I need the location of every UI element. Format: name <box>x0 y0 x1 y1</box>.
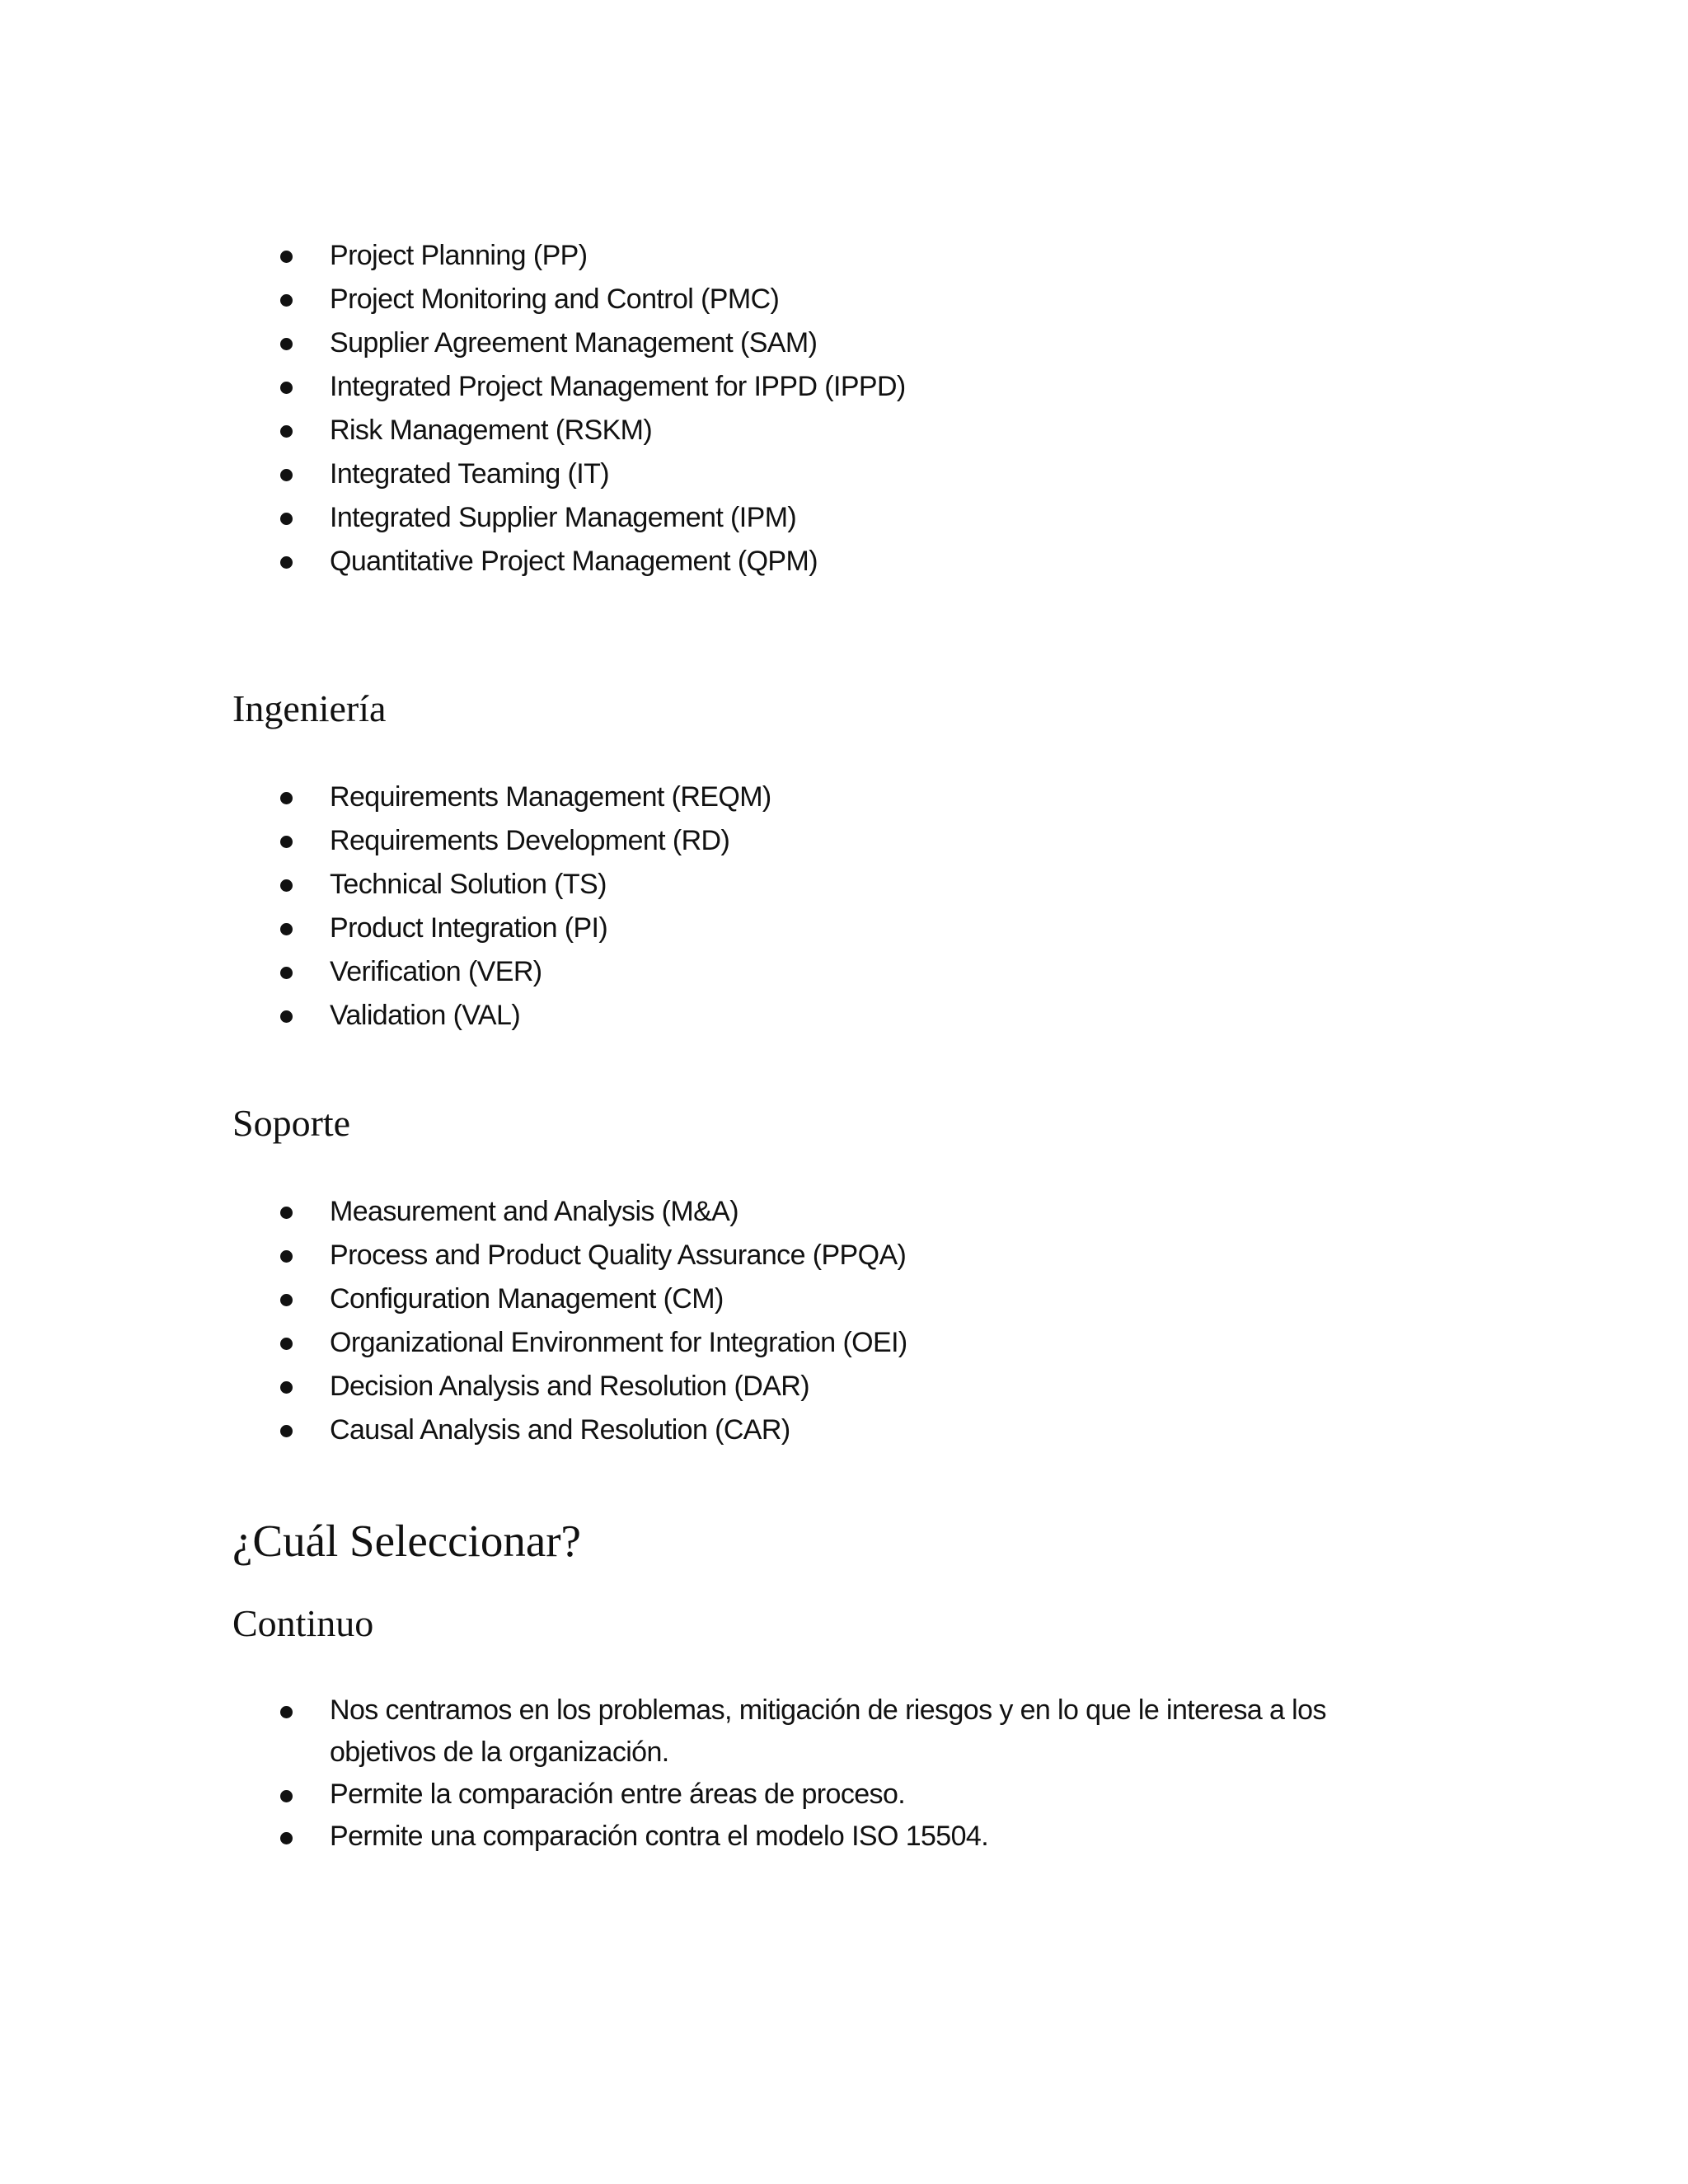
list-item <box>0 496 1360 540</box>
ingenieria-heading: Ingeniería <box>232 687 387 729</box>
bullet-icon <box>280 382 293 394</box>
list-item <box>0 994 1360 1038</box>
bullet-icon <box>280 967 293 979</box>
bullet-icon <box>280 1706 293 1718</box>
soporte-section <box>0 1190 1688 1452</box>
list-item-text: Integrated Supplier Management (IPM) <box>330 502 797 533</box>
list-item-text: Organizational Environment for Integration (OEI) <box>330 1327 907 1358</box>
bullet-icon <box>280 1832 293 1844</box>
list-item <box>0 950 1360 994</box>
list-item-text: Validation (VAL) <box>330 1000 521 1031</box>
list-item <box>0 321 1360 365</box>
ingenieria-list <box>0 776 1688 1038</box>
project-management-section <box>0 234 1688 583</box>
bullet-icon <box>280 1425 293 1437</box>
bullet-icon <box>280 1338 293 1350</box>
bullet-icon <box>280 923 293 935</box>
list-item-text: Integrated Teaming (IT) <box>330 458 609 490</box>
list-item-text: Requirements Management (REQM) <box>330 781 771 813</box>
list-item-text: Requirements Development (RD) <box>330 825 730 856</box>
list-item <box>0 540 1360 583</box>
list-item-text: Risk Management (RSKM) <box>330 415 653 446</box>
soporte-heading: Soporte <box>232 1102 351 1144</box>
list-item <box>0 1774 1360 1816</box>
bullet-icon <box>280 425 293 438</box>
list-item <box>0 863 1360 907</box>
list-item-text: Integrated Project Management for IPPD (IPPD) <box>330 371 906 402</box>
bullet-icon <box>280 1207 293 1219</box>
bullet-icon <box>280 879 293 892</box>
list-item <box>0 907 1360 950</box>
bullet-icon <box>280 836 293 848</box>
list-item-text: Supplier Agreement Management (SAM) <box>330 327 818 359</box>
bullet-icon <box>280 251 293 263</box>
list-item <box>0 819 1360 863</box>
list-item <box>0 776 1360 819</box>
bullet-icon <box>280 792 293 804</box>
list-item-text: Decision Analysis and Resolution (DAR) <box>330 1371 809 1402</box>
list-item-text: Verification (VER) <box>330 956 542 987</box>
list-item <box>0 1234 1360 1277</box>
list-item-text: Quantitative Project Management (QPM) <box>330 546 818 577</box>
soporte-list <box>0 1190 1688 1452</box>
list-item <box>0 1277 1360 1321</box>
list-item <box>0 1321 1360 1365</box>
list-item <box>0 1365 1360 1408</box>
list-item-text: Configuration Management (CM) <box>330 1283 724 1315</box>
list-item-text: Permite una comparación contra el modelo ISO 15504. <box>330 1821 989 1852</box>
list-item <box>0 1816 1360 1858</box>
list-item-text: Causal Analysis and Resolution (CAR) <box>330 1414 790 1446</box>
bullet-icon <box>280 469 293 481</box>
bullet-icon <box>280 556 293 569</box>
list-item <box>0 1190 1360 1234</box>
list-item-text: Process and Product Quality Assurance (PPQA) <box>330 1240 907 1271</box>
bullet-icon <box>280 1381 293 1394</box>
list-item-text: Measurement and Analysis (M&A) <box>330 1196 738 1227</box>
bullet-icon <box>280 1790 293 1802</box>
list-item-text: Project Planning (PP) <box>330 240 588 271</box>
list-item <box>0 278 1360 321</box>
bullet-icon <box>280 1294 293 1306</box>
continuo-subheading: Continuo <box>232 1602 374 1644</box>
continuo-section <box>0 1690 1688 1858</box>
list-item <box>0 365 1360 409</box>
list-item <box>0 1408 1360 1452</box>
ingenieria-section <box>0 776 1688 1038</box>
bullet-icon <box>280 513 293 525</box>
bullet-icon <box>280 338 293 350</box>
list-item <box>0 234 1360 278</box>
list-item <box>0 409 1360 452</box>
continuo-list <box>0 1690 1688 1858</box>
list-item-text: Product Integration (PI) <box>330 912 608 944</box>
list-item <box>0 452 1360 496</box>
list-item-text: Project Monitoring and Control (PMC) <box>330 284 780 315</box>
bullet-icon <box>280 1010 293 1023</box>
seleccion-heading: ¿Cuál Seleccionar? <box>232 1516 581 1566</box>
list-item-text: Technical Solution (TS) <box>330 869 607 900</box>
list-item-text: Permite la comparación entre áreas de proceso. <box>330 1779 906 1810</box>
list-item-text: Nos centramos en los problemas, mitigación de riesgos y en lo que le interesa a los objetivos de la organización. <box>330 1694 1326 1768</box>
list-item <box>0 1690 1360 1774</box>
project-management-list <box>0 234 1688 583</box>
bullet-icon <box>280 1250 293 1263</box>
bullet-icon <box>280 294 293 307</box>
